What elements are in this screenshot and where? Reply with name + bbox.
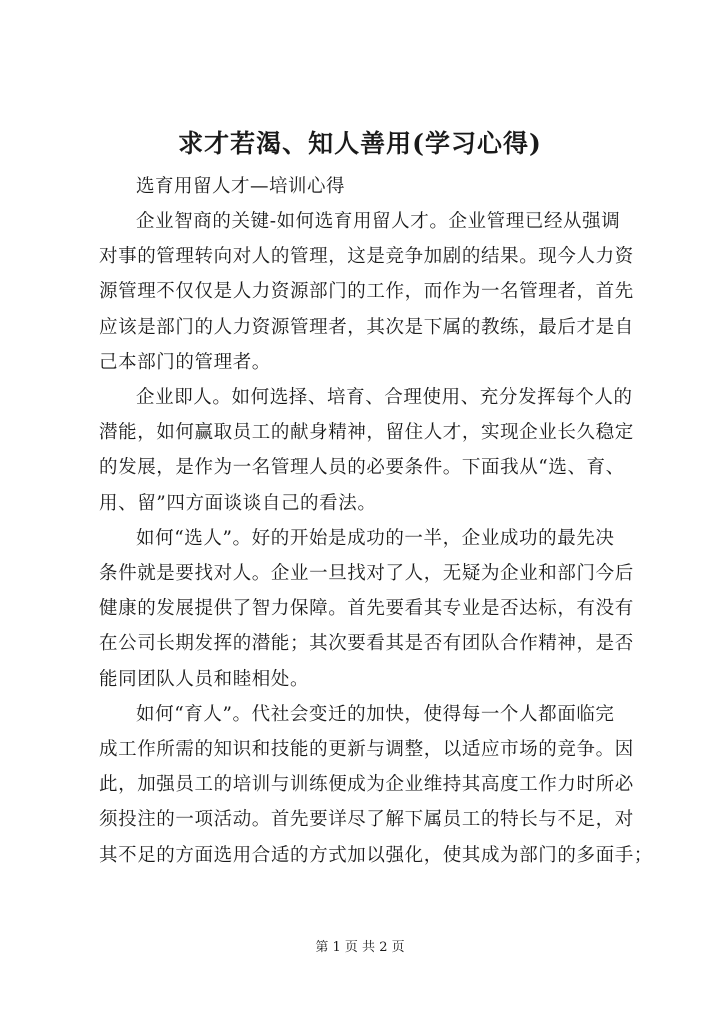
- text-line: 此，加强员工的培训与训练便成为企业维持其高度工作力时所必: [99, 774, 634, 796]
- text-line: 如何“选人”。好的开始是成功的一半，企业成功的最先决: [136, 527, 615, 549]
- text-line: 在公司长期发挥的潜能；其次要看其是否有团队合作精神，是否: [99, 633, 634, 655]
- text-line: 企业智商的关键-如何选育用留人才。企业管理已经从强调: [136, 211, 621, 232]
- paragraph: [99, 521, 639, 697]
- text-line: 的发展，是作为一名管理人员的必要条件。下面我从“选、育、: [99, 457, 625, 479]
- text-line: 己本部门的管理者。: [99, 351, 271, 373]
- text-line: 条件就是要找对人。企业一旦找对了人，无疑为企业和部门今后: [99, 563, 634, 585]
- text-line: 须投注的一项活动。首先要详尽了解下属员工的特长与不足，对: [99, 809, 634, 831]
- text-line: 潜能，如何赢取员工的献身精神，留住人才，实现企业长久稳定: [99, 422, 634, 444]
- text-line: 用、留”四方面谈谈自己的看法。: [99, 492, 377, 514]
- document-body: [99, 204, 653, 873]
- document-title: 求才若渴、知人善用(学习心得): [178, 129, 542, 158]
- text-line: 企业即人。如何选择、培育、合理使用、充分发挥每个人的: [136, 387, 633, 409]
- paragraph: [99, 380, 639, 521]
- document-subtitle: 选育用留人才—培训心得: [136, 176, 346, 197]
- page-footer: 第 1 页 共 2 页: [315, 940, 405, 955]
- paragraph: [99, 697, 653, 873]
- text-line: 能同团队人员和睦相处。: [99, 668, 310, 690]
- text-line: 如何“育人”。代社会变迁的加快，使得每一个人都面临完: [136, 703, 615, 725]
- text-line: 应该是部门的人力资源管理者，其次是下属的教练，最后才是自: [99, 316, 634, 338]
- text-line: 对事的管理转向对人的管理，这是竞争加剧的结果。现今人力资: [99, 246, 634, 268]
- text-line: 成工作所需的知识和技能的更新与调整，以适应市场的竞争。因: [99, 739, 634, 761]
- text-line: 源管理不仅仅是人力资源部门的工作，而作为一名管理者，首先: [99, 281, 634, 303]
- text-line: 其不足的方面选用合适的方式加以强化，使其成为部门的多面手；: [99, 844, 653, 866]
- paragraph: [99, 204, 639, 380]
- text-line: 健康的发展提供了智力保障。首先要看其专业是否达标，有没有: [99, 598, 634, 620]
